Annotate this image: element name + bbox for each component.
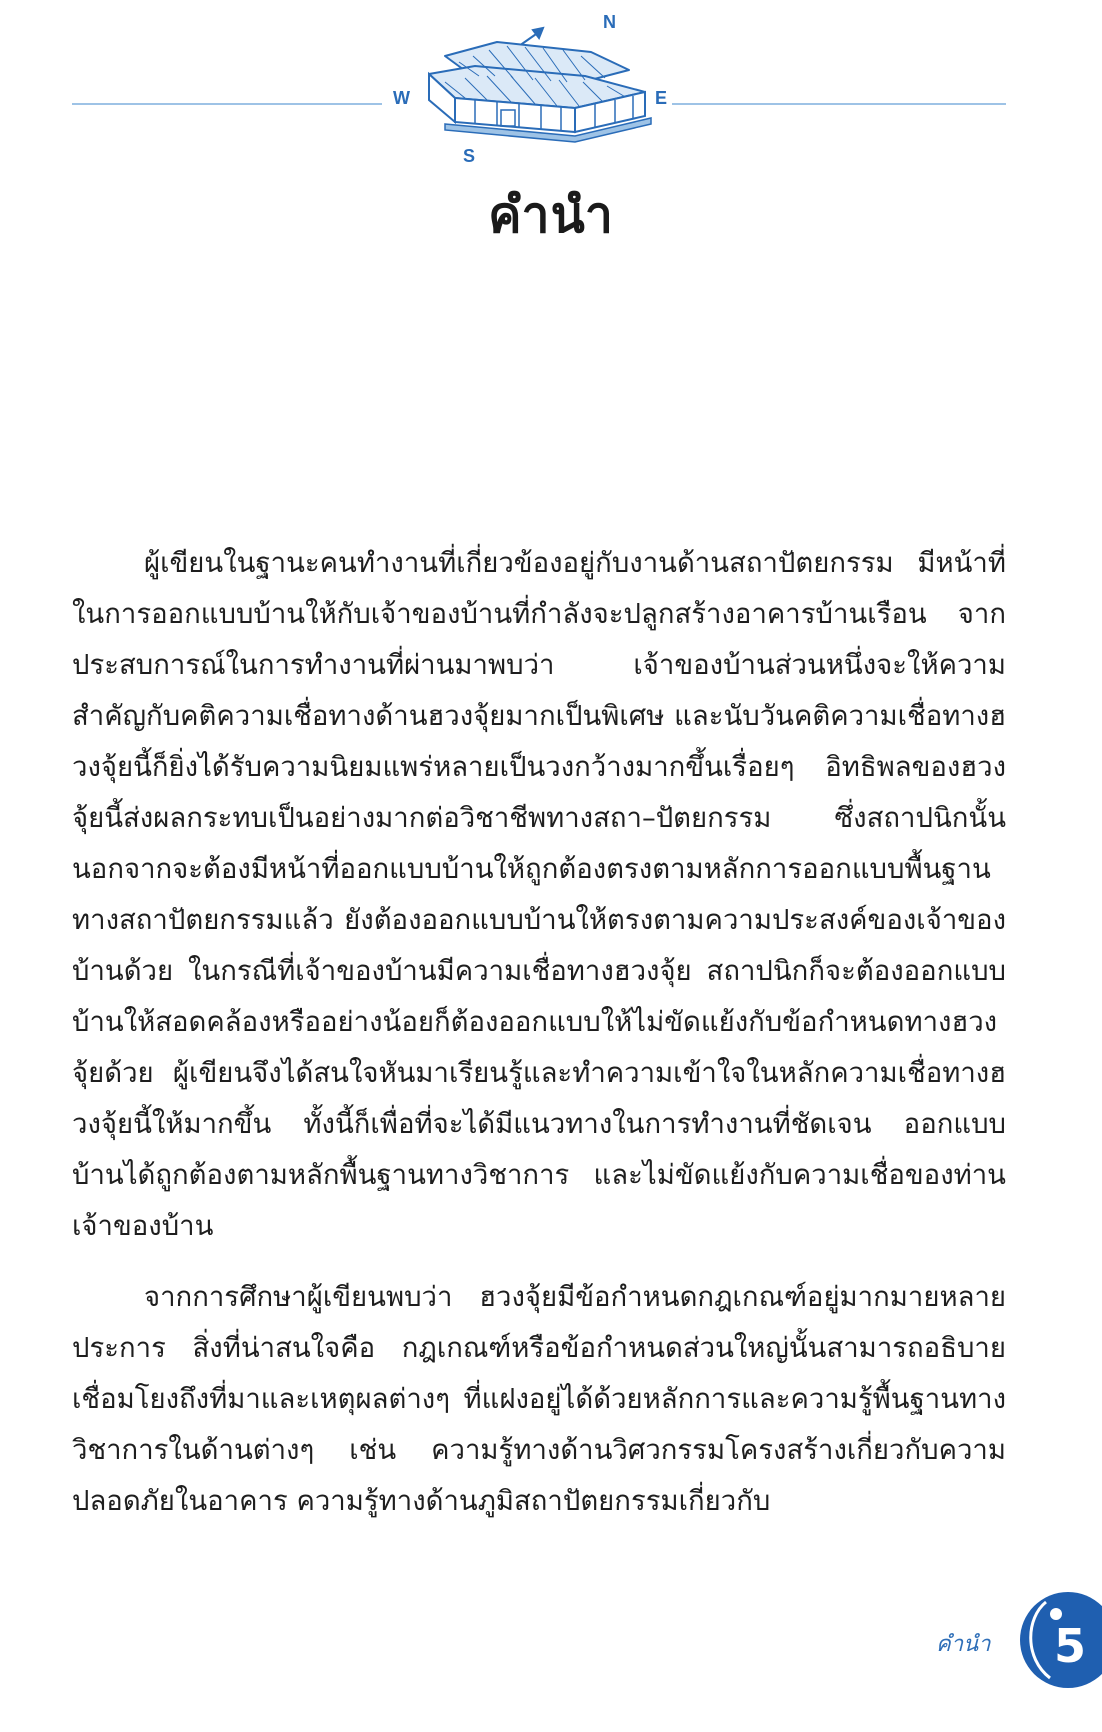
footer-section-label: คำนำ — [936, 1632, 991, 1657]
compass-north-label: N — [603, 12, 616, 32]
page-number: 5 — [1053, 1619, 1087, 1673]
compass-west-label: W — [393, 88, 410, 108]
chinese-house-compass-icon — [415, 26, 655, 144]
page-title: คำนำ — [488, 186, 614, 244]
paragraph-2: จากการศึกษาผู้เขียนพบว่า ฮวงจุ้ยมีข้อกำหนดกฎเกณฑ์อยู่มากมายหลายประการ สิ่งที่น่าสนใจคือ กฎเกณฑ์หรือข้อกำหนดส่วนใหญ่นั้นสามารถอธิบายเชื่อมโยงถึงที่มาและเหตุผลต่างๆ ที่แฝงอยู่ได้ด้วยหลักการและความรู้พื้นฐานทางวิชาการในด้านต่างๆ เช่น ความรู้ทางด้านวิศวกรรมโครงสร้างเกี่ยวกับความปลอดภัยในอาคาร ความรู้ทางด้านภูมิสถาปัตยกรรมเกี่ยวกับ — [72, 1281, 1006, 1517]
body-text — [72, 538, 1006, 1527]
header-rule-right — [672, 103, 1006, 105]
compass-east-label: E — [655, 88, 668, 108]
header-rule-left — [72, 103, 382, 105]
compass-south-label: S — [463, 146, 476, 166]
yin-yang-page-badge-icon — [1016, 1588, 1102, 1692]
paragraph-1: ผู้เขียนในฐานะคนทำงานที่เกี่ยวข้องอยู่กับงานด้านสถาปัตยกรรม มีหน้าที่ในการออกแบบบ้านให้กับเจ้าของบ้านที่กำลังจะปลูกสร้างอาคารบ้านเรือน จากประสบการณ์ในการทำงานที่ผ่านมาพบว่า เจ้าของบ้านส่วนหนึ่งจะให้ความสำคัญกับคติความเชื่อทางด้านฮวงจุ้ยมากเป็นพิเศษ และนับวันคติความเชื่อทางฮวงจุ้ยนี้ก็ยิ่งได้รับความนิยมแพร่หลายเป็นวงกว้างมากขึ้นเรื่อยๆ อิทธิพลของฮวงจุ้ยนี้ส่งผลกระทบเป็นอย่างมากต่อวิชาชีพทางสถา–ปัตยกรรม ซึ่งสถาปนิกนั้น นอกจากจะต้องมีหน้าที่ออกแบบบ้านให้ถูกต้องตรงตามหลักการออกแบบพื้นฐานทางสถาปัตยกรรมแล้ว ยังต้องออกแบบบ้านให้ตรงตามความประสงค์ของเจ้าของบ้านด้วย ในกรณีที่เจ้าของบ้านมีความเชื่อทางฮวงจุ้ย สถาปนิกก็จะต้องออกแบบบ้านให้สอดคล้องหรืออย่างน้อยก็ต้องออกแบบให้ไม่ขัดแย้งกับข้อกำหนดทางฮวงจุ้ยด้วย ผู้เขียนจึงได้สนใจหันมาเรียนรู้และทำความเข้าใจในหลักความเชื่อทางฮวงจุ้ยนี้ให้มากขึ้น ทั้งนี้ก็เพื่อที่จะได้มีแนวทางในการทำงานที่ชัดเจน ออกแบบบ้านได้ถูกต้องตามหลักพื้นฐานทางวิชาการ และไม่ขัดแย้งกับความเชื่อของท่านเจ้าของบ้าน — [72, 547, 1006, 1242]
